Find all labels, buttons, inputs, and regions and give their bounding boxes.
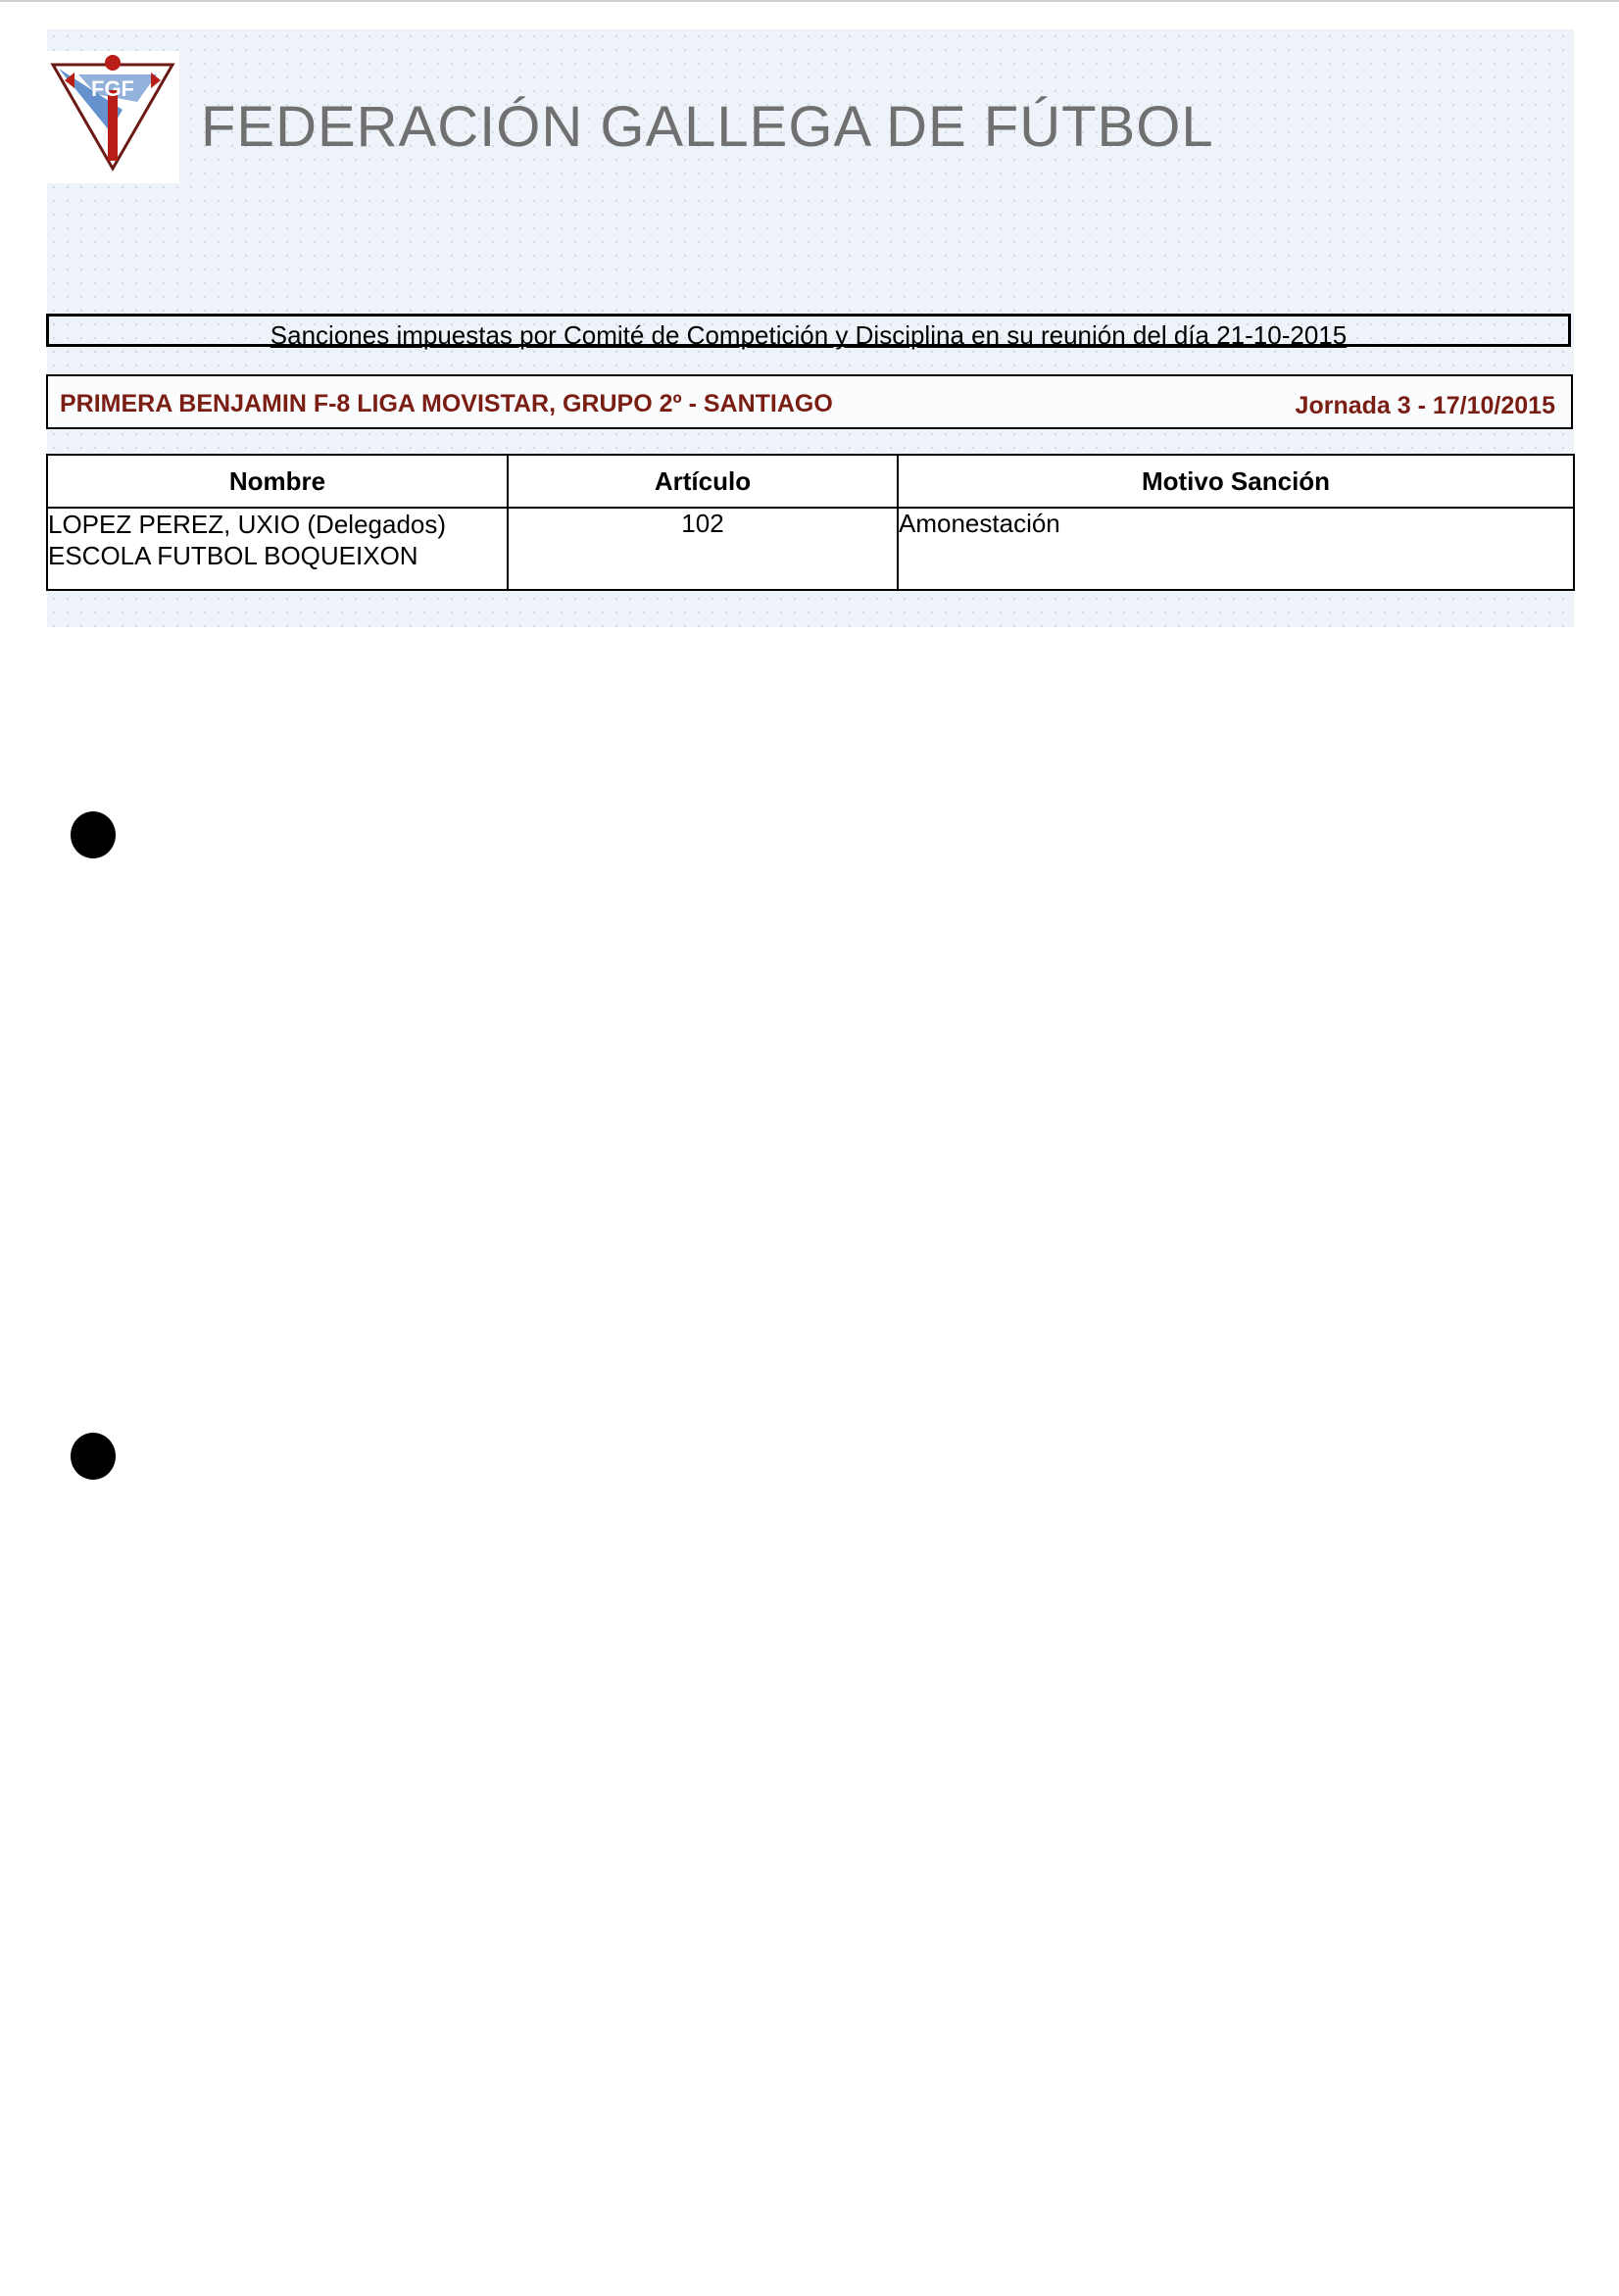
federation-logo bbox=[49, 51, 176, 178]
cell-article: 102 bbox=[508, 508, 898, 590]
group-title: PRIMERA BENJAMIN F-8 LIGA MOVISTAR, GRUPO 2º - SANTIAGO bbox=[60, 390, 833, 417]
cell-reason: Amonestación bbox=[898, 508, 1574, 590]
session-banner bbox=[46, 314, 1571, 350]
club-name: ESCOLA FUTBOL BOQUEIXON bbox=[48, 541, 418, 570]
table-row bbox=[47, 508, 1574, 590]
sanctions-table bbox=[46, 454, 1575, 591]
punch-hole-upper bbox=[71, 811, 116, 858]
session-title: Sanciones impuestas por Comité de Competición y Disciplina en su reunión del día 21-10-2015 bbox=[270, 320, 1348, 350]
column-header-name: Nombre bbox=[47, 455, 508, 508]
svg-text:FGF: FGF bbox=[91, 76, 134, 101]
column-header-article: Artículo bbox=[508, 455, 898, 508]
matchday-label: Jornada 3 - 17/10/2015 bbox=[1295, 392, 1555, 419]
cell-name bbox=[47, 508, 508, 590]
group-banner bbox=[46, 374, 1573, 429]
person-name: LOPEZ PEREZ, UXIO (Delegados) bbox=[48, 510, 447, 539]
punch-hole-lower bbox=[71, 1433, 116, 1480]
column-header-reason: Motivo Sanción bbox=[898, 455, 1574, 508]
table-header-row bbox=[47, 455, 1574, 508]
page-top-edge bbox=[0, 0, 1619, 2]
federation-title: FEDERACIÓN GALLEGA DE FÚTBOL bbox=[201, 95, 1214, 159]
